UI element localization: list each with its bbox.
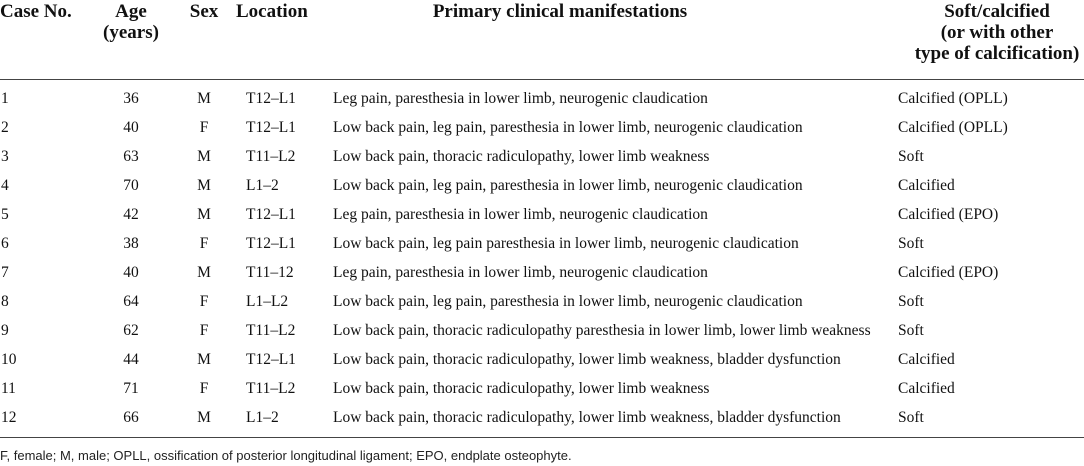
cell-sex: M — [197, 264, 211, 281]
cell-age: 40 — [123, 119, 139, 136]
cell-age: 42 — [123, 206, 139, 223]
header-lesion-type — [898, 0, 1084, 79]
header-lesion-type-line-2: (or with other — [940, 22, 1054, 43]
cell-manifestations: Low back pain, leg pain, paresthesia in lower limb, neurogenic claudication — [333, 119, 803, 136]
cell-location: T11–L2 — [246, 148, 296, 165]
cell-location: T12–L1 — [246, 351, 296, 368]
cell-case-no: 8 — [1, 293, 9, 310]
cell-manifestations: Low back pain, thoracic radiculopathy, lower limb weakness, bladder dysfunction — [333, 351, 841, 368]
table-row — [0, 113, 1084, 142]
cell-manifestations: Low back pain, thoracic radiculopathy, lower limb weakness, bladder dysfunction — [333, 409, 841, 426]
cell-sex: M — [197, 206, 211, 223]
cell-location: T12–L1 — [246, 119, 296, 136]
cell-case-no: 9 — [1, 322, 9, 339]
cell-sex: F — [199, 119, 209, 136]
header-location — [236, 0, 333, 79]
header-age-line-1: Age — [115, 1, 147, 22]
table-row — [0, 374, 1084, 403]
cell-manifestations: Leg pain, paresthesia in lower limb, neurogenic claudication — [333, 206, 708, 223]
cell-age: 38 — [123, 235, 139, 252]
header-lesion-type-line-3: type of calcification) — [914, 43, 1080, 64]
cell-lesion-type: Calcified (EPO) — [898, 264, 999, 281]
cell-lesion-type: Soft — [898, 293, 924, 310]
table-row — [0, 345, 1084, 374]
cell-lesion-type: Soft — [898, 322, 924, 339]
table-row — [0, 200, 1084, 229]
cell-case-no: 6 — [1, 235, 9, 252]
cell-lesion-type: Calcified (OPLL) — [898, 119, 1008, 136]
cell-case-no: 3 — [1, 148, 9, 165]
table-row — [0, 84, 1084, 113]
table-row — [0, 316, 1084, 345]
cell-case-no: 10 — [1, 351, 17, 368]
cell-location: L1–2 — [246, 177, 279, 194]
cell-lesion-type: Soft — [898, 409, 924, 426]
cell-location: T11–12 — [246, 264, 294, 281]
cell-sex: F — [199, 293, 209, 310]
cell-lesion-type: Calcified (OPLL) — [898, 90, 1008, 107]
cell-lesion-type: Calcified — [898, 380, 955, 397]
cell-manifestations: Low back pain, leg pain, paresthesia in lower limb, neurogenic claudication — [333, 177, 803, 194]
cell-location: T12–L1 — [246, 90, 296, 107]
cell-age: 66 — [123, 409, 139, 426]
cell-location: T12–L1 — [246, 235, 296, 252]
header-location-label: Location — [236, 1, 308, 22]
header-case-no — [0, 0, 100, 79]
cell-sex: M — [197, 409, 211, 426]
cell-age: 70 — [123, 177, 139, 194]
cell-case-no: 11 — [1, 380, 16, 397]
cell-age: 62 — [123, 322, 139, 339]
cell-case-no: 2 — [1, 119, 9, 136]
table-row — [0, 403, 1084, 432]
cell-lesion-type: Soft — [898, 148, 924, 165]
cell-manifestations: Low back pain, thoracic radiculopathy, lower limb weakness — [333, 380, 710, 397]
header-case-no-label: Case No. — [0, 1, 72, 22]
header-manifestations — [333, 0, 898, 79]
cell-lesion-type: Calcified (EPO) — [898, 206, 999, 223]
header-age-line-2: (years) — [103, 22, 159, 43]
header-lesion-type-line-1: Soft/calcified — [944, 1, 1050, 22]
cell-sex: M — [197, 177, 211, 194]
cell-age: 36 — [123, 90, 139, 107]
table-footnote: F, female; M, male; OPLL, ossification of posterior longitudinal ligament; EPO, endplate osteophyte. — [0, 448, 572, 463]
cell-location: T12–L1 — [246, 206, 296, 223]
cell-case-no: 5 — [1, 206, 9, 223]
cell-manifestations: Low back pain, leg pain, paresthesia in lower limb, neurogenic claudication — [333, 293, 803, 310]
cell-location: T11–L2 — [246, 322, 296, 339]
cell-age: 64 — [123, 293, 139, 310]
cell-age: 44 — [123, 351, 139, 368]
cell-manifestations: Low back pain, leg pain paresthesia in lower limb, neurogenic claudication — [333, 235, 799, 252]
cell-age: 40 — [123, 264, 139, 281]
cell-case-no: 1 — [1, 90, 9, 107]
header-sex-label: Sex — [189, 1, 219, 22]
header-manifestations-label: Primary clinical manifestations — [432, 1, 688, 22]
cell-sex: F — [199, 380, 209, 397]
cell-lesion-type: Calcified — [898, 177, 955, 194]
cell-location: T11–L2 — [246, 380, 296, 397]
cell-manifestations: Low back pain, thoracic radiculopathy paresthesia in lower limb, lower limb weakness — [333, 322, 871, 339]
table-header — [0, 0, 1084, 80]
cell-lesion-type: Soft — [898, 235, 924, 252]
cell-sex: F — [199, 322, 209, 339]
cell-manifestations: Low back pain, thoracic radiculopathy, lower limb weakness — [333, 148, 710, 165]
cell-lesion-type: Calcified — [898, 351, 955, 368]
header-age — [100, 0, 162, 79]
cell-location: L1–2 — [246, 409, 279, 426]
cell-sex: F — [199, 235, 209, 252]
cell-age: 71 — [123, 380, 139, 397]
cell-sex: M — [197, 148, 211, 165]
table-body — [0, 80, 1084, 438]
cell-case-no: 12 — [1, 409, 17, 426]
cell-location: L1–L2 — [246, 293, 289, 310]
cell-manifestations: Leg pain, paresthesia in lower limb, neurogenic claudication — [333, 90, 708, 107]
cell-age: 63 — [123, 148, 139, 165]
cell-sex: M — [197, 90, 211, 107]
header-sex — [162, 0, 246, 79]
cell-sex: M — [197, 351, 211, 368]
cell-case-no: 7 — [1, 264, 9, 281]
table-row — [0, 287, 1084, 316]
table-row — [0, 258, 1084, 287]
table-row — [0, 171, 1084, 200]
table-row — [0, 142, 1084, 171]
cell-case-no: 4 — [1, 177, 9, 194]
cell-manifestations: Leg pain, paresthesia in lower limb, neurogenic claudication — [333, 264, 708, 281]
table-row — [0, 229, 1084, 258]
